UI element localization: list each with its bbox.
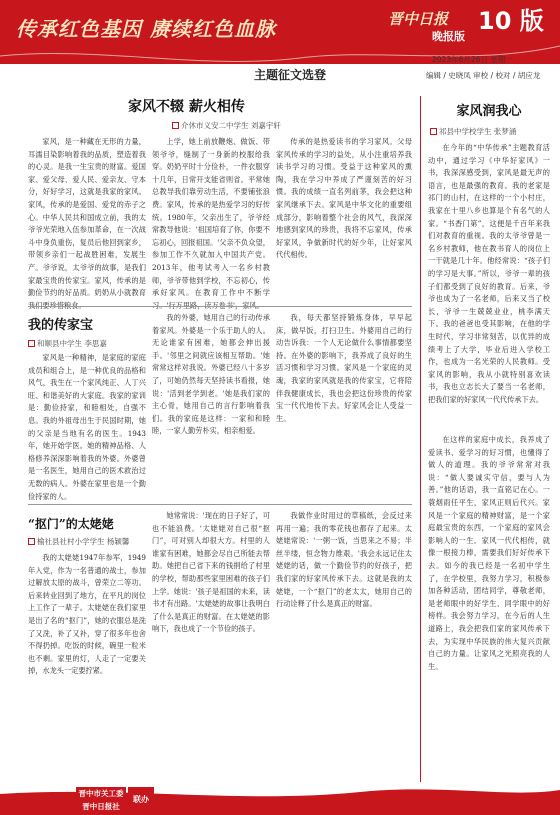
article-column [276, 312, 412, 500]
byline-text: 祁县中学校学生 张梦涵 [439, 127, 517, 136]
article-column [28, 136, 146, 304]
section-title: 主题征文选登 [254, 68, 327, 82]
article-paragraph: 在今年的“中华传承”主题教育活动中，通过学习《中华好家风》一书，我深深感受到，家风是最无声的语言，也是最强的教育。我的老家是祁门的山村，在这样的一个小村庄，我家在十里八乡也算是个有名气的人家。“书香门第”，这便是千百年来我们对教育的重视。我的太爷爷曾是一名乡村教师，他在教书育人的岗位上一干就是几十年。他经常说：“孩子们的学习是大事。”所以，爷爷一辈的孩子们都受到了良好的教育。后来，爷爷也成为了一名老师，后来又当了校长，爷爷一生兢兢业业，桃李满天下。我的爸爸也受其影响，在他的学生时代，学习非常刻苦，以优异的成绩考上了大学，毕业后进入学校工作，也成为一名光荣的人民教师。受家风的影响，我从小就特别喜欢读书，我也立志长大了要当一名老师，把我们家的好家风一代代传承下去。 [428, 143, 550, 404]
footer-organizers [76, 787, 126, 813]
article-paragraph: 她常常说：'现在的日子好了，可也不能浪费。'太姥姥对自己很“抠门”，可对别人却很大方。村里的人谁家有困难，她都会尽自己所能去帮助。她把自己省下来的钱捐给了村里的学校，帮助那些家里困难的孩子们上学。她说：'孩子是祖国的未来，读书才有出路。'太姥姥的故事让我明白了什么是真正的财富。在太姥姥的影响下，我也成了一个节俭的孩子。 [152, 511, 270, 634]
flag-icon [430, 128, 437, 135]
article-byline [28, 536, 148, 548]
joint-label: 联办 [128, 787, 154, 813]
article-column [428, 434, 550, 778]
byline-text: 榆社县社村小学学生 杨颖馨 [37, 537, 130, 546]
article-paragraph: 在这样的家庭中成长，我养成了爱读书、爱学习的好习惯，也懂得了做人的道理。我的爷爷常常对我说：“做人要诚实守信，要与人为善。”他的话语，我一直铭记在心。一蓑烟雨任平生，家风正则后代兴。家风是一个家庭的精神财富，是一个家庭最宝贵的东西，一个家庭的家风会影响人的一生。家风一代代相传，就像一根接力棒，需要我们好好传承下去。如今的我已经是一名初中学生了，在学校里，我努力学习，积极参加各种活动，团结同学，尊敬老师，是老师眼中的好学生、同学眼中的好榜样。我会努力学习，在今后的人生道路上，我会把我们家的家风传承下去，为实现中华民族的伟大复兴贡献自己的力量。让家风之光照亮我的人生。 [428, 435, 550, 671]
article-paragraph: 我做作业时用过的草稿纸，会反过来再用一遍；我的零花钱也都存了起来。太姥姥常说：'一粥一饭，当思来之不易；半丝半缕，恒念物力维艰。'我会永远记住太姥姥的话，做一个勤俭节约的好孩子，把我们家的好家风传承下去。这就是我的太姥姥，一个“抠门”的老太太，她用自己的行动诠释了什么是真正的财富。 [276, 511, 412, 609]
masthead-slogan: 传承红色基因 赓续红色血脉 [16, 17, 276, 41]
article-column [28, 552, 146, 778]
article-column [276, 136, 412, 304]
article-column [152, 136, 270, 304]
article-paragraph: 传承的是热爱读书的学习家风。父母家风传承的学习的益处，从小注重培养我读书学习的习惯。受益于这种家风的熏陶，我在学习中养成了严谨刻苦的好习惯。我的成绩一直名列前茅，我会把这种家风继承下去。家风是中华文化的重要组成部分，影响着整个社会的风气，我深深地感到家风的珍贵，我将不忘家风，传承好家风，争做新时代的好少年，让好家风代代相传。 [276, 137, 412, 260]
page-number: 10 版 [478, 7, 544, 35]
organizer-name: 晋中市关工委 [78, 789, 124, 798]
flag-icon [172, 122, 179, 129]
article-paragraph: 我的太姥姥1947年参军，1949年入党，作为一名普通的战士，参加过解放太原的战斗，曾荣立二等功。后来转业回到了地方，在平凡的岗位上工作了一辈子。太姥姥在我们家里是出了名的“抠门”，她的衣服总是洗了又洗，补了又补，穿了很多年也舍不得扔掉。吃饭的时候，碗里一粒米也不剩。家里的灯，人走了一定要关掉，水龙头一定要拧紧。 [28, 553, 146, 676]
article-column [152, 510, 270, 778]
article-paragraph: 上学，她上前放鞭炮、做饭、带领爷爷，缝制了一身新的校服给我穿。奶奶平时十分俭朴，一件衣服穿十几年，日常开支能省则省。平常她总教导我们靠劳动生活，不要铺张浪费。家风，传承的是热爱学习的好传统。1980年，父亲出生了，爷爷经常教导他说：'祖国培育了你，你要不忘初心，回报祖国。'父亲不负众望，参加工作不久就加入中国共产党。2013年，他考试考入一名乡村教师，爷爷带他到学校，不忘初心，传承好家风。在教育工作中不断学 [152, 137, 270, 298]
dateline: 2023年6月26日 星期一 [432, 55, 513, 64]
article-column [152, 312, 270, 500]
byline-text: 和顺县中学生 李思嘉 [37, 339, 107, 348]
article-byline [172, 120, 332, 132]
article-title-jiafeng-runwoxin: 家风润我心 [456, 104, 522, 119]
article-title-jiafeng-buchuo: 家风不辍 薪火相传 [128, 99, 245, 115]
newspaper-brand: 晋中日报 [388, 10, 449, 28]
article-paragraph: 我，每天都坚持锻炼身体，早早起床，做早饭，打扫卫生。外婆用自己的行动告诉我：一个人无论做什么事情都要坚持。在外婆的影响下，我养成了良好的生活习惯和学习习惯。家风是一个家庭的灵魂，我家的家风就是我的传家宝，它将陪伴我健康成长，我也会把这份珍贵的传家宝一代代地传下去。好家风会让人受益一生。 [276, 313, 412, 423]
byline-text: 介休市义安二中学生 刘嘉宇轩 [181, 121, 281, 130]
article-paragraph: 家风，是一种藏在无形的力量，耳濡目染影响着我的品质，塑造着我的心灵。是我一生宝贵的财富。爱国家、爱父母、爱人民、爱亲友、守本分，好好学习，这就是我家的家风。家风，传承的是爱国、爱党的赤子之心。中华人民共和国成立前，我的太爷爷光荣地入伍参加革命，在一次战斗中身负重伤，复员后他回到家乡，带领乡亲们一起战胜困难，发展生产。爷爷说，太爷爷的故事，是我们家最宝贵的传家宝。家风，传承的是勤俭节约的好品质。奶奶从小就教育 [28, 137, 146, 298]
flag-icon [28, 538, 35, 545]
organizer-name: 晋中日报社 [82, 802, 120, 811]
article-paragraph: 我的外婆，她用自己的行动传承着家风。外婆是一个乐于助人的人。无论谁家有困难，她都会伸出援手。'邻里之间就应该相互帮助。'她常常这样对我说。外婆已经八十多岁了，可她仍然每天坚持读书看报，她说：'活到老学到老。'她是我们家的主心骨，她用自己的言行影响着我们。我的家庭是这样：一家和和睦睦，一家人勤劳朴实，相亲相爱。 [152, 313, 270, 436]
divider [28, 504, 412, 505]
article-column [276, 510, 412, 778]
article-byline [28, 338, 146, 350]
article-column [28, 352, 146, 500]
article-title-chuanjiabao: 我的传家宝 [28, 318, 94, 333]
divider [28, 306, 412, 307]
article-byline [430, 126, 552, 138]
article-paragraph: 家风是一种精神，是家庭的家庭成员和组合上，是一种优良的品格和风气，我生在一个家风纯正、人丁兴旺、和谐美好的大家庭。我家的家训是：勤俭持家，和睦相处，自强不息。我的外祖母出生于民国时期，她的父亲是当地有名的医生。1943年，她开始学医。她的精神品格、人格修养深深影响着我的外婆。外婆曾是一名医生，她用自己的医术救治过无数的病人。外婆在家里也是一个勤俭持家的人。 [28, 353, 146, 501]
flag-icon [28, 340, 35, 347]
article-column [428, 142, 550, 432]
editors-credit: 编辑 / 史晓凤 审校 / 校对 / 胡应龙 [426, 71, 541, 80]
edition-label: 晚报版 [432, 30, 465, 43]
article-title-koumen-tailaolao: “抠门”的太姥姥 [28, 517, 114, 531]
